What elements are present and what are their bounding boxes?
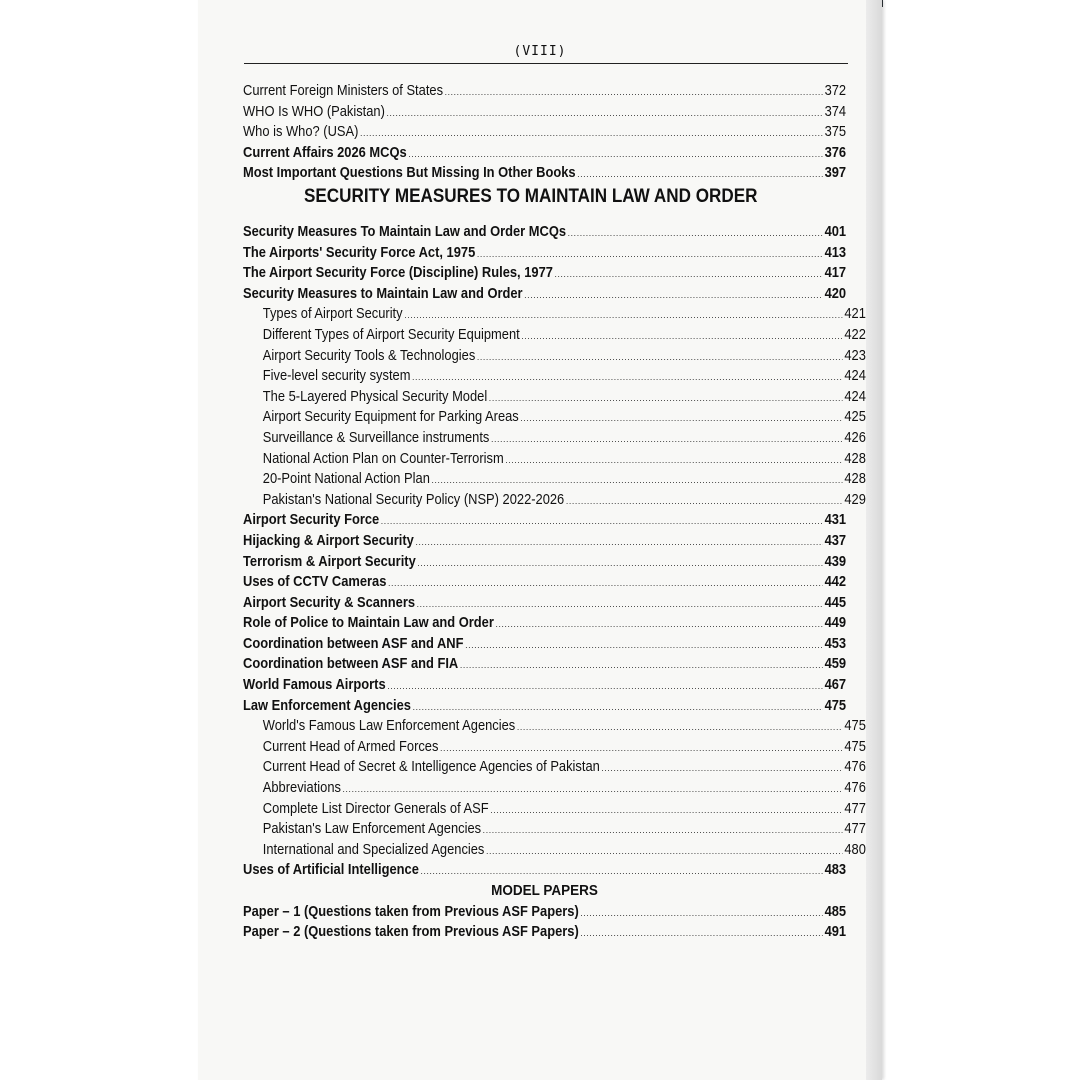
toc-entry xyxy=(243,428,866,449)
toc-entry xyxy=(243,716,866,737)
toc-entry xyxy=(243,490,866,511)
toc-entry xyxy=(243,757,866,778)
dot-leader xyxy=(465,635,823,656)
dot-leader xyxy=(440,738,842,759)
toc-entry-page: 491 xyxy=(824,923,847,941)
toc-entry-title: The 5-Layered Physical Security Model xyxy=(262,387,488,405)
toc-entry xyxy=(243,593,846,614)
toc-entry xyxy=(243,840,866,861)
toc-entry xyxy=(243,243,846,264)
dot-leader xyxy=(413,697,823,718)
toc-entry-title: Pakistan's National Security Policy (NSP) 2022-2026 xyxy=(262,490,565,508)
dot-leader xyxy=(555,264,823,285)
dot-leader xyxy=(445,82,823,103)
toc-entry xyxy=(243,346,866,367)
toc-entry-title: Uses of Artificial Intelligence xyxy=(243,861,419,879)
toc-entry-title: Most Important Questions But Missing In Other Books xyxy=(243,164,576,182)
dot-leader xyxy=(387,103,823,124)
dot-leader xyxy=(477,244,823,265)
toc-entry-title: Uses of CCTV Cameras xyxy=(243,573,387,591)
toc-entry xyxy=(243,902,846,923)
dot-leader xyxy=(566,491,843,512)
toc-entry-title: Five-level security system xyxy=(262,367,411,385)
dot-leader xyxy=(416,532,823,553)
toc-entry-page: 423 xyxy=(844,346,866,364)
dot-leader xyxy=(477,347,843,368)
dot-leader xyxy=(602,758,843,779)
toc-entry-page: 476 xyxy=(844,779,866,797)
toc-list-security xyxy=(243,222,866,943)
toc-entry-title: Who is Who? (USA) xyxy=(243,123,359,141)
toc-entry-title: Current Head of Armed Forces xyxy=(262,737,439,755)
toc-entry-title: Current Head of Secret & Intelligence Agencies of Pakistan xyxy=(262,758,600,776)
dot-leader xyxy=(343,779,843,800)
toc-entry xyxy=(243,613,846,634)
dot-leader xyxy=(577,164,823,185)
toc-entry-page: 397 xyxy=(824,164,847,182)
toc-entry xyxy=(243,860,846,881)
toc-entry-page: 425 xyxy=(844,408,866,426)
toc-entry xyxy=(243,675,846,696)
dot-leader xyxy=(388,573,823,594)
toc-entry-page: 372 xyxy=(824,82,847,99)
toc-entry-title: Paper – 1 (Questions taken from Previous ASF Papers) xyxy=(243,902,579,920)
toc-entry xyxy=(243,143,846,164)
toc-entry xyxy=(243,304,866,325)
toc-entry xyxy=(243,572,846,593)
book-page xyxy=(198,0,882,1080)
toc-security-entries xyxy=(243,222,866,881)
toc-entry-title: Terrorism & Airport Security xyxy=(243,552,416,570)
toc-entry-title: Coordination between ASF and ANF xyxy=(243,634,464,652)
toc-entry-page: 480 xyxy=(844,840,866,858)
toc-entry-page: 475 xyxy=(844,737,866,755)
dot-leader xyxy=(360,123,823,144)
toc-entry xyxy=(243,284,846,305)
toc-entry xyxy=(243,634,846,655)
toc-list-top xyxy=(243,81,846,184)
toc-entry xyxy=(243,531,846,552)
dot-leader xyxy=(520,408,842,429)
toc-entry-title: Pakistan's Law Enforcement Agencies xyxy=(262,820,482,838)
toc-entry-page: 475 xyxy=(824,696,847,714)
page-edge-shadow xyxy=(866,0,882,1080)
toc-entry-page: 442 xyxy=(824,573,847,591)
toc-entry-title: Coordination between ASF and FIA xyxy=(243,655,459,673)
toc-entry-title: Surveillance & Surveillance instruments xyxy=(262,428,490,446)
section-heading: SECURITY MEASURES TO MAINTAIN LAW AND ORDER xyxy=(304,186,758,207)
dot-leader xyxy=(417,594,823,615)
toc-entry-title: Abbreviations xyxy=(262,779,341,797)
dot-leader xyxy=(432,470,843,491)
toc-entry xyxy=(243,263,846,284)
dot-leader xyxy=(483,820,843,841)
toc-entry-title: World Famous Airports xyxy=(243,676,386,694)
toc-entry xyxy=(243,510,846,531)
dot-leader xyxy=(524,285,823,306)
toc-entry-page: 476 xyxy=(844,758,866,776)
header-rule xyxy=(244,63,848,64)
toc-entry-title: Security Measures To Maintain Law and Order MCQs xyxy=(243,223,567,240)
toc-entry-page: 485 xyxy=(824,902,847,920)
toc-entry-page: 475 xyxy=(844,717,866,735)
toc-entry-page: 375 xyxy=(824,123,847,141)
toc-entry-page: 413 xyxy=(824,243,847,261)
toc-entry xyxy=(243,737,866,758)
toc-entry-title: Different Types of Airport Security Equipment xyxy=(262,325,520,343)
dot-leader xyxy=(521,326,842,347)
dot-leader xyxy=(491,429,843,450)
toc-entry-page: 445 xyxy=(824,593,847,611)
toc-entry xyxy=(243,366,866,387)
toc-entry-page: 428 xyxy=(844,470,866,488)
toc-entry xyxy=(243,654,846,675)
dot-leader xyxy=(580,923,822,944)
toc-entry-title: Law Enforcement Agencies xyxy=(243,696,411,714)
toc-entry-title: 20-Point National Action Plan xyxy=(262,470,430,488)
dot-leader xyxy=(489,388,843,409)
toc-entry-title: Current Affairs 2026 MCQs xyxy=(243,143,407,161)
toc-entry xyxy=(243,922,846,943)
toc-entry xyxy=(243,81,846,102)
toc-entry-title: International and Specialized Agencies xyxy=(262,840,485,858)
toc-entry xyxy=(243,778,866,799)
toc-entry-page: 467 xyxy=(824,676,847,694)
toc-entry xyxy=(243,552,846,573)
toc-entry-title: Current Foreign Ministers of States xyxy=(243,82,444,99)
toc-entry-title: Airport Security Tools & Technologies xyxy=(262,346,476,364)
toc-entry-page: 426 xyxy=(844,428,866,446)
toc-entry xyxy=(243,325,866,346)
toc-entry-title: Airport Security & Scanners xyxy=(243,593,416,611)
toc-entry-page: 424 xyxy=(844,367,866,385)
dot-leader xyxy=(568,223,823,244)
toc-entry-title: Security Measures to Maintain Law and Order xyxy=(243,284,523,302)
toc-entry-page: 422 xyxy=(844,325,866,343)
toc-entry-title: Airport Security Equipment for Parking Areas xyxy=(262,408,519,426)
dot-leader xyxy=(517,717,843,738)
dot-leader xyxy=(387,676,823,697)
model-papers-heading: MODEL PAPERS xyxy=(491,882,598,899)
dot-leader xyxy=(404,305,842,326)
dot-leader xyxy=(412,367,842,388)
dot-leader xyxy=(486,841,843,862)
toc-entry-title: Types of Airport Security xyxy=(262,305,403,323)
page-number: (VIII) xyxy=(513,44,567,59)
toc-entry-title: World's Famous Law Enforcement Agencies xyxy=(262,717,516,735)
toc-entry-page: 424 xyxy=(844,387,866,405)
dot-leader xyxy=(580,903,822,924)
toc-papers-entries xyxy=(243,902,846,943)
dot-leader xyxy=(408,144,822,165)
toc-entry-page: 477 xyxy=(844,820,866,838)
toc-entry-page: 428 xyxy=(844,449,866,467)
toc-entry-page: 421 xyxy=(844,305,866,323)
toc-entry-title: The Airport Security Force (Discipline) Rules, 1977 xyxy=(243,264,553,282)
dot-leader xyxy=(496,614,823,635)
toc-entry-page: 374 xyxy=(824,102,847,120)
toc-entry xyxy=(243,469,866,490)
toc-entry-page: 417 xyxy=(824,264,847,282)
toc-entry-page: 376 xyxy=(824,143,847,161)
toc-entry-page: 420 xyxy=(824,284,847,302)
toc-entry xyxy=(243,799,866,820)
toc-entry xyxy=(243,407,866,428)
toc-entry-page: 429 xyxy=(844,490,866,508)
toc-entry xyxy=(243,387,866,408)
toc-entry xyxy=(243,819,866,840)
dot-leader xyxy=(505,450,842,471)
dot-leader xyxy=(417,553,822,574)
toc-entry-title: WHO Is WHO (Pakistan) xyxy=(243,102,385,120)
dot-leader xyxy=(490,800,842,821)
toc-entry-title: Airport Security Force xyxy=(243,511,380,529)
toc-entry-title: Role of Police to Maintain Law and Order xyxy=(243,614,494,632)
dot-leader xyxy=(421,861,823,882)
toc-entry-page: 439 xyxy=(824,552,847,570)
toc-entry-page: 477 xyxy=(844,799,866,817)
toc-entry-title: Hijacking & Airport Security xyxy=(243,531,414,549)
toc-entry-title: The Airports' Security Force Act, 1975 xyxy=(243,243,476,261)
dot-leader xyxy=(381,511,823,532)
toc-entry-page: 483 xyxy=(824,861,847,879)
toc-entry xyxy=(243,122,846,143)
toc-entry-page: 459 xyxy=(824,655,847,673)
toc-entry xyxy=(243,222,846,243)
toc-entry-page: 453 xyxy=(824,634,847,652)
dot-leader xyxy=(460,655,823,676)
toc-entry-page: 401 xyxy=(824,223,847,240)
toc-entry-page: 437 xyxy=(824,531,847,549)
toc-entry-page: 449 xyxy=(824,614,847,632)
toc-entry-title: National Action Plan on Counter-Terrorism xyxy=(262,449,504,467)
toc-entry xyxy=(243,163,846,184)
toc-entry xyxy=(243,449,866,470)
toc-entry-title: Complete List Director Generals of ASF xyxy=(262,799,489,817)
toc-entry-page: 431 xyxy=(824,511,847,529)
toc-entry xyxy=(243,696,846,717)
toc-entry xyxy=(243,102,846,123)
toc-entry-title: Paper – 2 (Questions taken from Previous ASF Papers) xyxy=(243,923,579,941)
